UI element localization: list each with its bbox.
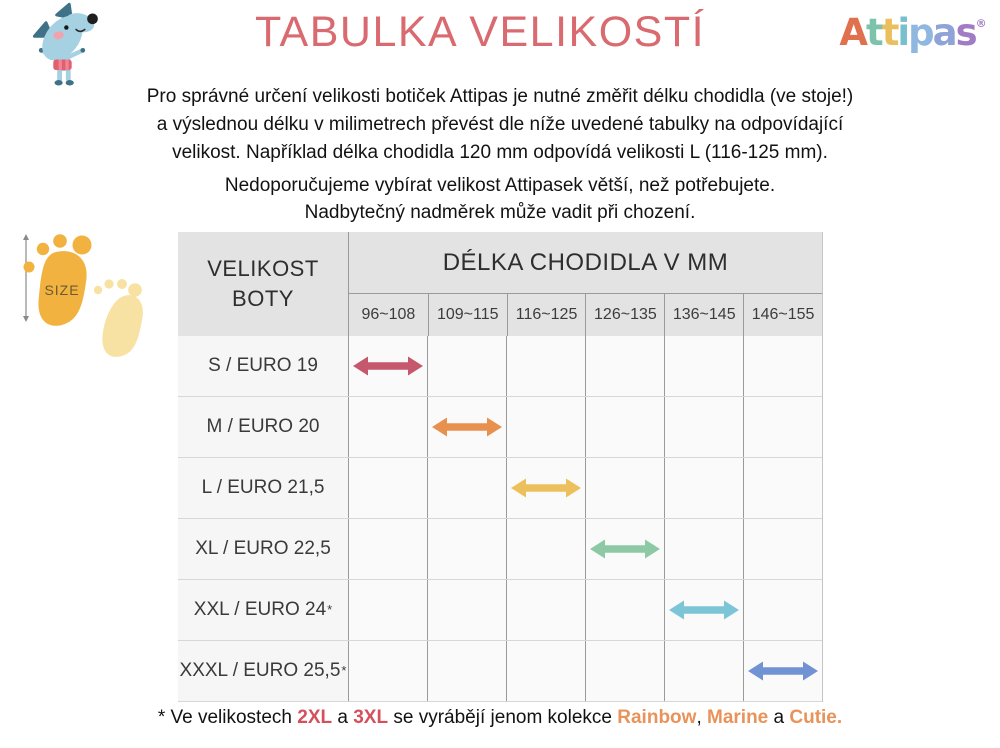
range-cell — [743, 397, 822, 457]
footnote-segment: 2XL — [297, 707, 333, 728]
double-arrow-icon — [668, 598, 740, 622]
registered-trademark-icon: ® — [975, 17, 987, 30]
attipas-logo — [838, 11, 988, 54]
intro-paragraph-1 — [0, 83, 1000, 167]
footnote-segment: 3XL — [353, 707, 389, 728]
range-cell — [664, 641, 743, 701]
range-cell — [506, 458, 585, 518]
table-row — [178, 641, 822, 702]
range-cell — [664, 458, 743, 518]
column-group — [348, 232, 822, 336]
range-cell — [743, 519, 822, 579]
range-cell — [585, 336, 664, 396]
table-row — [178, 397, 822, 458]
range-cell — [743, 580, 822, 640]
big-footprint — [24, 234, 92, 326]
size-table — [178, 232, 823, 702]
size-table-header — [178, 232, 822, 336]
footnote-segment: * Ve velikostech — [157, 707, 298, 728]
footprint-size-illustration — [12, 228, 172, 366]
range-cell — [506, 580, 585, 640]
range-header-cell: 109~115 — [428, 294, 507, 336]
range-cell — [664, 397, 743, 457]
table-row — [178, 336, 822, 397]
range-cell — [348, 336, 427, 396]
range-cell — [427, 580, 506, 640]
range-cell — [506, 519, 585, 579]
logo-letter: p — [908, 11, 933, 54]
range-cell — [506, 641, 585, 701]
footnote-segment: Marine — [707, 707, 769, 728]
size-table-body — [178, 336, 822, 702]
footnote — [0, 707, 1000, 729]
footnote-segment: . — [836, 707, 843, 728]
range-cell — [348, 458, 427, 518]
range-header-cell: 136~145 — [664, 294, 743, 336]
row-header-line2: BOTY — [232, 286, 294, 311]
logo-letter: s — [955, 11, 976, 54]
range-cell — [743, 336, 822, 396]
range-cell — [585, 641, 664, 701]
range-cell — [585, 519, 664, 579]
range-cell — [585, 458, 664, 518]
size-label-cell: XL / EURO 22,5 — [178, 519, 348, 579]
size-label-cell: M / EURO 20 — [178, 397, 348, 457]
range-cell — [585, 580, 664, 640]
small-footprint — [94, 279, 143, 357]
row-header-line1: VELIKOST — [207, 256, 319, 281]
range-cell — [427, 458, 506, 518]
range-cell — [427, 397, 506, 457]
footnote-segment: se vyrábějí jenom kolekce — [388, 707, 618, 728]
intro-line: Pro správné určení velikosti botiček Attipas je nutné změřit délku chodidla (ve stoje!) — [146, 86, 854, 107]
double-arrow-icon — [510, 476, 582, 500]
intro-line: Nedoporučujeme vybírat velikost Attipasek větší, než potřebujete. — [224, 175, 776, 196]
size-label-cell: XXL / EURO 24 * — [178, 580, 348, 640]
range-cell — [743, 458, 822, 518]
logo-letter: i — [897, 11, 909, 54]
table-row — [178, 519, 822, 580]
footnote-segment: Cutie — [789, 707, 837, 728]
range-cell — [427, 336, 506, 396]
footnote-segment: , — [696, 707, 707, 728]
page-title: TABULKA VELIKOSTÍ — [254, 8, 706, 56]
double-arrow-icon — [352, 354, 424, 378]
double-arrow-icon — [747, 659, 819, 683]
range-cell — [664, 580, 743, 640]
range-cell — [348, 519, 427, 579]
intro-paragraph-2 — [0, 172, 1000, 226]
logo-letter: t — [881, 11, 898, 54]
range-cell — [664, 519, 743, 579]
logo-letter: a — [932, 11, 956, 54]
range-cell — [427, 519, 506, 579]
range-header-cell: 116~125 — [507, 294, 586, 336]
double-arrow-icon — [431, 415, 503, 439]
double-arrow-icon — [589, 537, 661, 561]
intro-line: Nadbytečný nadměrek může vadit při chození. — [304, 202, 696, 223]
logo-letter: t — [866, 11, 882, 54]
range-cell — [585, 397, 664, 457]
footnote-segment: Rainbow — [617, 707, 697, 728]
range-header-cell: 146~155 — [743, 294, 822, 336]
range-header-cell: 126~135 — [585, 294, 664, 336]
intro-line: velikost. Například délka chodidla 120 mm odpovídá velikosti L (116-125 mm). — [172, 142, 828, 163]
footnote-segment: a — [768, 707, 790, 728]
range-cell — [427, 641, 506, 701]
size-label: SIZE — [44, 282, 80, 298]
intro-line: a výslednou délku v milimetrech převést dle níže uvedené tabulky na odpovídající — [156, 114, 844, 135]
range-header-row — [349, 294, 822, 336]
size-label-cell: XXXL / EURO 25,5 * — [178, 641, 348, 701]
footnote-segment: a — [332, 707, 354, 728]
range-cell — [348, 580, 427, 640]
range-header-cell: 96~108 — [361, 306, 416, 323]
range-cell — [348, 397, 427, 457]
table-row — [178, 458, 822, 519]
range-cell — [743, 641, 822, 701]
dog-mascot-illustration — [16, 0, 108, 88]
range-cell — [506, 397, 585, 457]
range-cell — [506, 336, 585, 396]
column-group-title: DÉLKA CHODIDLA V MM — [349, 232, 822, 294]
range-cell — [664, 336, 743, 396]
row-header-cell — [178, 232, 348, 336]
range-cell — [348, 641, 427, 701]
size-label-cell: S / EURO 19 — [178, 336, 348, 396]
size-label-cell: L / EURO 21,5 — [178, 458, 348, 518]
logo-letter: A — [839, 11, 867, 54]
table-row — [178, 580, 822, 641]
